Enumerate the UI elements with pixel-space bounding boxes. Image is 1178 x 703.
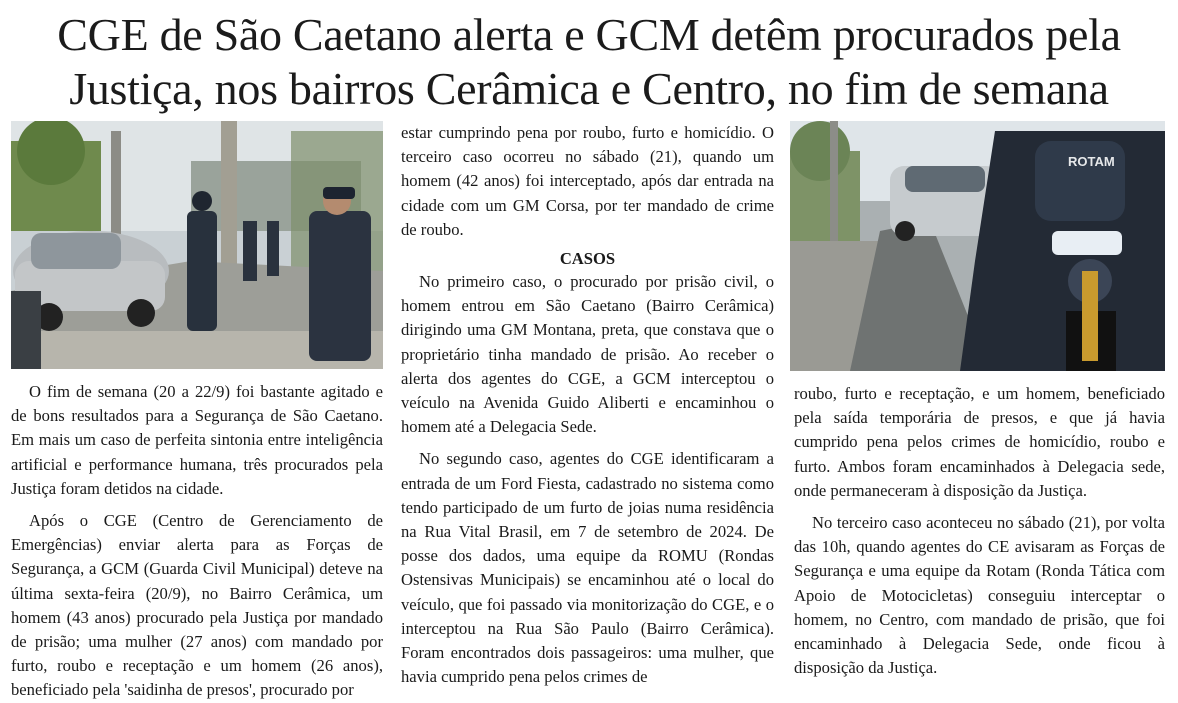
rotam-label: ROTAM — [1068, 154, 1115, 169]
col3-paragraph-1: No terceiro caso aconteceu no sábado (21), por volta das 10h, quando agentes do CE avisaram as Forças de Segurança e uma equipe da Rotam (Ronda Tática com Apoio de Motocicletas) conseguiu interceptar o homem, no Centro, com mandado de prisão, que foi encaminhado à Delegacia Sede, onde ficou à disposição da Justiça. — [794, 513, 1165, 678]
section-heading-casos: CASOS — [559, 249, 616, 269]
col2-paragraph-2: No segundo caso, agentes do CGE identificaram a entrada de um Ford Fiesta, cadastrado no sistema como tendo participado de um furto de joias numa residência na Rua Vital Brasil, em 7 de setembro de 2024. De posse dos dados, uma equipe da ROMU (Rondas Ostensivas Municipais) se encaminhou até o local do veículo, que foi passado via monitorização do CGE, e o interceptou na Rua São Paulo (Bairro Cerâmica). Foram encontrados dois passageiros: uma mulher, que havia cumprido pena pelos crimes de — [401, 449, 774, 687]
col1-paragraph-2: Após o CGE (Centro de Gerenciamento de Emergências) enviar alerta para as Forças de Segurança, a GCM (Guarda Civil Municipal) deteve na última sexta-feira (20/9), no Bairro Cerâmica, um homem (43 anos) procurado pela Justiça por mandado de prisão; uma mulher (27 anos) com mandado por furto, roubo e receptação e um homem (26 anos), beneficiado pela 'saidinha de presos', procurado por — [11, 511, 383, 700]
col2-paragraph-1: No primeiro caso, o procurado por prisão civil, o homem entrou em São Caetano (Bairro Cerâmica) dirigindo uma GM Montana, preta, que constava que o proprietário tinha mandado de prisão. Ao receber o alerta dos agentes do CGE, a GCM interceptou o veículo na Avenida Guido Aliberti e encaminhou o homem até a Delegacia Sede. — [401, 272, 774, 437]
photo-officers-street — [11, 121, 383, 369]
col1-paragraph-1: O fim de semana (20 a 22/9) foi bastante agitado e de bons resultados para a Segurança de São Caetano. Em mais um caso de perfeita sintonia entre inteligência artificial e performance humana, três procurados pela Justiça foram detidos na cidade. — [11, 382, 383, 498]
column-1 — [11, 380, 383, 703]
photo-rotam-motorcycle — [790, 121, 1165, 371]
column-2 — [401, 121, 774, 689]
col2-paragraph-0: estar cumprindo pena por roubo, furto e homicídio. O terceiro caso ocorreu no sábado (21), quando um homem (42 anos) foi interceptado, após dar entrada na cidade com um GM Corsa, por ter mandado de crime de roubo. — [401, 123, 774, 239]
headline: CGE de São Caetano alerta e GCM detêm procurados pela Justiça, nos bairros Cerâmica e Centro, no fim de semana — [57, 9, 1121, 114]
column-3 — [794, 382, 1165, 680]
col3-paragraph-0: roubo, furto e receptação, e um homem, beneficiado pela saída temporária de presos, e que já havia cumprido pena pelos crimes de homicídio, roubo e furto. Ambos foram encaminhados à Delegacia sede, onde permaneceram à disposição da Justiça. — [794, 384, 1165, 500]
